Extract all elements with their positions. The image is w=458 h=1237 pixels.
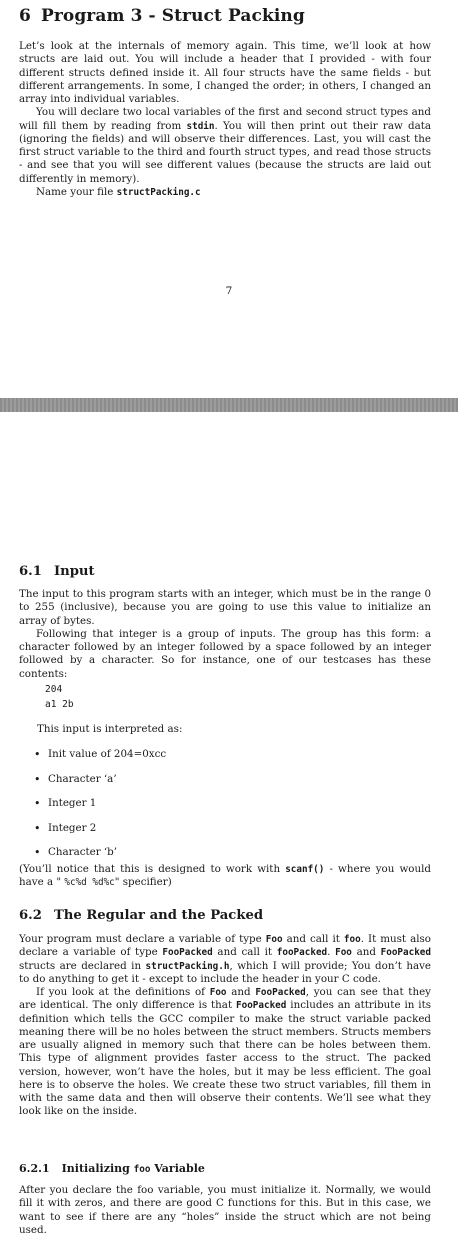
document-page-7 (0, 0, 458, 398)
text-run: - where you would have a " (19, 863, 431, 889)
inline-code: foo (133, 1164, 151, 1175)
subsection-title: Input (53, 564, 95, 579)
paragraph-instructions (19, 106, 431, 186)
section-number: 6 (19, 6, 31, 26)
list-item: • Integer 1 (34, 797, 166, 822)
text-run: (You’ll notice that this is designed to work with (19, 863, 286, 875)
subsubsection-title: Initializing (61, 1162, 134, 1175)
inline-code: Foo (209, 987, 227, 998)
inline-code: Foo (335, 947, 352, 959)
text-run: You will declare two local variables of the first and second struct types and will fill them by reading from (19, 106, 431, 132)
subsection-number: 6.2 (19, 908, 42, 923)
text-run: " specifier) (114, 876, 172, 889)
subsubsection-heading-init-foo (19, 1162, 205, 1175)
text-run: Your program must declare a variable of type (19, 933, 266, 945)
page-separator (0, 398, 458, 412)
regular-packed-body (19, 933, 431, 1119)
text-run: and (351, 946, 381, 959)
inline-code: stdin (186, 120, 215, 132)
text-run: structs are declared in (19, 959, 146, 972)
code-block-testcase (45, 682, 74, 712)
inline-code: FooPacked (162, 947, 213, 959)
inline-code: FooPacked (236, 1000, 287, 1012)
input-section-body (19, 588, 431, 681)
inline-code: FooPacked (380, 947, 431, 959)
paragraph-filename (19, 186, 431, 199)
text-run: and call it (282, 933, 344, 945)
text-run: Name your file (36, 185, 117, 198)
text-run: and (226, 986, 256, 998)
inline-code: Foo (265, 934, 283, 945)
list-item: • Character ‘b’ (34, 846, 166, 871)
paragraph-input-group: Following that integer is a group of inputs. The group has this form: a character followed by an integer followed by a space followed by an integer followed by a character. So for instance, one of our testcases has these contents: (19, 627, 431, 680)
text-run: . You will then print out their raw data (ignoring the fields) and will observe their differences. Last, you will cast the first struct variable to the third and fourth struct types, and read those structs - and see that you will see different values (because the structs are laid out differently in memory). (19, 119, 432, 185)
interpretation-label: This input is interpreted as: (37, 723, 183, 735)
page-number: 7 (225, 285, 233, 297)
subsection-heading-regular-packed (19, 908, 263, 923)
inline-code: FooPacked (255, 987, 306, 998)
paragraph-declare-vars (19, 933, 431, 986)
subsubsection-number: 6.2.1 (19, 1162, 50, 1175)
list-item: • Init value of 204=0xcc (34, 748, 166, 773)
list-item: • Character ‘a’ (34, 773, 166, 798)
paragraph-scanf-note (19, 863, 431, 890)
interpretation-list (34, 748, 166, 871)
text-run: . (327, 946, 336, 959)
section-heading (19, 6, 305, 26)
paragraph-init-foo: After you declare the foo variable, you must initialize it. Normally, we would fill it with zeros, and there are good C functions for this. But in this case, we want to see if there are any “holes” inside the struct which are not being used. (19, 1184, 431, 1236)
text-run: includes an attribute in its definition which tells the GCC compiler to make the struct variable packed meaning there will be no holes between the struct members. Structs members are usually aligned in memory such that there can be holes between them. This type of alignment provides faster access to the struct. The packed version, however, won’t have the holes, but it may be less efficient. The goal here is to observe the holes. We create these two struct variables, fill them in with the same data and then will observe their contents. We’ll see what they look like on the inside. (19, 999, 431, 1118)
list-item: • Integer 2 (34, 822, 166, 847)
code-line: 204 (45, 684, 63, 695)
inline-code: %c%d %d%c (64, 877, 115, 889)
section-title: Program 3 - Struct Packing (40, 6, 305, 26)
text-run: , which I will provide; You don’t have to do anything to get it - except to include the header in your C code. (19, 959, 431, 985)
text-run: and call it (212, 946, 277, 959)
paragraph-packed-explanation (19, 986, 431, 1119)
inline-code: foo (343, 934, 361, 945)
text-run: , you can see that they are identical. The only difference is that (19, 986, 431, 1012)
inline-code-filename: structPacking.c (116, 186, 201, 198)
paragraph-input-range: The input to this program starts with an integer, which must be in the range 0 to 255 (inclusive), because you are going to use this value to initialize an array of bytes. (19, 588, 431, 627)
inline-code: scanf() (285, 864, 325, 875)
scanf-note (19, 863, 431, 890)
subsubsection-title: Variable (150, 1162, 205, 1175)
text-run: If you look at the definitions of (36, 986, 210, 998)
page1-body (19, 40, 431, 199)
code-line: a1 2b (45, 699, 74, 710)
document-page-8 (0, 412, 458, 1236)
subsection-number: 6.1 (19, 564, 42, 579)
inline-code: structPacking.h (145, 960, 230, 972)
init-foo-body (19, 1184, 431, 1237)
inline-code: fooPacked (276, 947, 328, 959)
subsection-heading-input (19, 564, 95, 579)
paragraph-intro: Let’s look at the internals of memory again. This time, we’ll look at how structs are laid out. You will include a header that I provided - with four different structs defined inside it. All four structs have the same fields - but different arrangements. In some, I changed the order; in others, I changed an array into individual variables. (19, 40, 431, 105)
subsection-title: The Regular and the Packed (53, 908, 264, 923)
text-run: . It must also declare a variable of type (19, 933, 431, 959)
